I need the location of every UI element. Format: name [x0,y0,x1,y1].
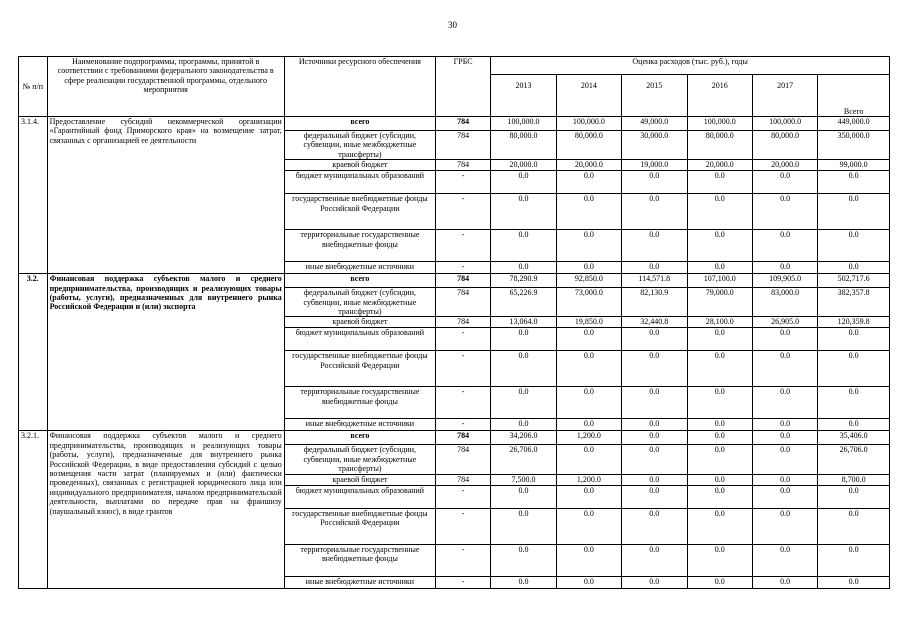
source-cell: государственные внебюджетные фонды Российской Федерации [284,508,435,544]
total-cell: 0.0 [818,387,890,419]
value-cell: 0.0 [752,508,817,544]
source-cell: краевой бюджет [284,474,435,485]
header-year: 2017 [752,75,817,117]
value-cell: 0.0 [687,387,752,419]
value-cell: 80,000.0 [752,131,817,160]
header-year: 2016 [687,75,752,117]
value-cell: 0.0 [687,431,752,445]
section-number: 3.1.4. [19,117,48,274]
page-number: 30 [448,20,457,30]
value-cell: 34,206.0 [491,431,556,445]
header-grbs: ГРБС [436,57,491,117]
source-cell: всего [284,431,435,445]
value-cell: 28,100.0 [687,317,752,328]
value-cell: 19,850.0 [556,317,621,328]
value-cell: 0.0 [556,419,621,431]
value-cell: 79,000.0 [687,288,752,317]
header-year: 2013 [491,75,556,117]
value-cell: 0.0 [622,419,687,431]
value-cell: 26,905.0 [752,317,817,328]
source-cell: бюджет муниципальных образований [284,171,435,194]
value-cell: 0.0 [556,485,621,508]
value-cell: 20,000.0 [556,160,621,171]
header-year: 2015 [622,75,687,117]
value-cell: 0.0 [556,576,621,588]
source-cell: территориальные государственные внебюджетные фонды [284,387,435,419]
grbs-cell: 784 [436,131,491,160]
value-cell: 0.0 [491,419,556,431]
grbs-cell: - [436,508,491,544]
grbs-cell: - [436,328,491,351]
value-cell: 0.0 [622,171,687,194]
value-cell: 0.0 [622,351,687,387]
value-cell: 0.0 [622,230,687,262]
grbs-cell: - [436,194,491,230]
value-cell: 100,000.0 [491,117,556,131]
header-program-name: Наименование подпрограммы, программы, принятой в соответствии с требованиями федерального законодательства в сфере реализации государственной программы, отдельного мероприятия [47,57,284,117]
value-cell: 0.0 [622,328,687,351]
grbs-cell: - [436,576,491,588]
value-cell: 0.0 [687,544,752,576]
value-cell: 100,000.0 [752,117,817,131]
value-cell: 0.0 [491,351,556,387]
total-cell: 8,700.0 [818,474,890,485]
value-cell: 0.0 [752,194,817,230]
value-cell: 0.0 [752,262,817,274]
grbs-cell: 784 [436,474,491,485]
value-cell: 0.0 [687,576,752,588]
value-cell: 0.0 [491,544,556,576]
grbs-cell: 784 [436,317,491,328]
total-cell: 0.0 [818,576,890,588]
section-number: 3.2.1. [19,431,48,588]
grbs-cell: 784 [436,431,491,445]
header-number: № п/п [19,57,48,117]
value-cell: 0.0 [622,431,687,445]
value-cell: 0.0 [622,485,687,508]
budget-table [18,56,890,589]
source-cell: краевой бюджет [284,317,435,328]
value-cell: 0.0 [687,445,752,474]
value-cell: 0.0 [622,194,687,230]
section-name: Предоставление субсидий некоммерческой организации «Гарантийный фонд Приморского края» на возмещение затрат, связанных с организацией ее деятельности [47,117,284,274]
grbs-cell: 784 [436,160,491,171]
source-cell: территориальные государственные внебюджетные фонды [284,230,435,262]
value-cell: 13,064.0 [491,317,556,328]
total-cell: 0.0 [818,171,890,194]
header-total: Всего [818,75,890,117]
source-cell: федеральный бюджет (субсидии, субвенции, иные межбюджетные трансферты) [284,288,435,317]
value-cell: 7,500.0 [491,474,556,485]
value-cell: 83,000.0 [752,288,817,317]
value-cell: 100,000.0 [556,117,621,131]
value-cell: 100,000.0 [687,117,752,131]
value-cell: 0.0 [687,474,752,485]
section-name: Финансовая поддержка субъектов малого и среднего предпринимательства, производящих и реализующих товары (работы, услуги), предназначенных для внутреннего рынка Российской Федерации и (или) экспорта [47,274,284,431]
source-cell: государственные внебюджетные фонды Российской Федерации [284,194,435,230]
value-cell: 107,100.0 [687,274,752,288]
value-cell: 0.0 [491,328,556,351]
grbs-cell: - [436,544,491,576]
value-cell: 0.0 [752,576,817,588]
total-cell: 382,357.8 [818,288,890,317]
value-cell: 1,200.0 [556,431,621,445]
value-cell: 0.0 [556,445,621,474]
value-cell: 73,000.0 [556,288,621,317]
source-cell: иные внебюджетные источники [284,419,435,431]
total-cell: 120,359.8 [818,317,890,328]
grbs-cell: - [436,171,491,194]
source-cell: бюджет муниципальных образований [284,485,435,508]
value-cell: 0.0 [622,474,687,485]
value-cell: 78,290.9 [491,274,556,288]
value-cell: 0.0 [622,544,687,576]
value-cell: 0.0 [752,431,817,445]
grbs-cell: - [436,419,491,431]
value-cell: 0.0 [622,262,687,274]
total-cell: 0.0 [818,544,890,576]
source-cell: краевой бюджет [284,160,435,171]
grbs-cell: - [436,485,491,508]
total-cell: 0.0 [818,508,890,544]
value-cell: 0.0 [752,328,817,351]
value-cell: 114,571.8 [622,274,687,288]
grbs-cell: 784 [436,274,491,288]
value-cell: 0.0 [752,171,817,194]
grbs-cell: 784 [436,445,491,474]
total-cell: 99,000.0 [818,160,890,171]
value-cell: 82,130.9 [622,288,687,317]
value-cell: 20,000.0 [752,160,817,171]
value-cell: 0.0 [556,351,621,387]
grbs-cell: 784 [436,288,491,317]
value-cell: 0.0 [556,262,621,274]
value-cell: 0.0 [556,171,621,194]
total-cell: 26,706.0 [818,445,890,474]
source-cell: всего [284,117,435,131]
value-cell: 20,000.0 [491,160,556,171]
value-cell: 0.0 [752,230,817,262]
value-cell: 0.0 [556,508,621,544]
grbs-cell: 784 [436,117,491,131]
section-number: 3.2. [19,274,48,431]
total-cell: 0.0 [818,351,890,387]
value-cell: 0.0 [622,508,687,544]
source-cell: федеральный бюджет (субсидии, субвенции, иные межбюджетные трансферты) [284,445,435,474]
value-cell: 0.0 [687,194,752,230]
header-source: Источники ресурсного обеспечения [284,57,435,117]
value-cell: 80,000.0 [491,131,556,160]
value-cell: 0.0 [556,544,621,576]
value-cell: 0.0 [491,194,556,230]
value-cell: 0.0 [622,387,687,419]
total-cell: 0.0 [818,485,890,508]
value-cell: 0.0 [752,544,817,576]
table-header-row [19,57,890,75]
value-cell: 80,000.0 [556,131,621,160]
value-cell: 0.0 [687,230,752,262]
value-cell: 0.0 [687,171,752,194]
table-row [19,431,890,445]
value-cell: 0.0 [622,576,687,588]
value-cell: 0.0 [687,328,752,351]
source-cell: государственные внебюджетные фонды Российской Федерации [284,351,435,387]
value-cell: 20,000.0 [687,160,752,171]
value-cell: 26,706.0 [491,445,556,474]
value-cell: 0.0 [752,445,817,474]
value-cell: 0.0 [752,351,817,387]
value-cell: 109,905.0 [752,274,817,288]
total-cell: 0.0 [818,419,890,431]
total-cell: 35,406.0 [818,431,890,445]
value-cell: 0.0 [687,485,752,508]
value-cell: 0.0 [491,508,556,544]
total-cell: 350,000.0 [818,131,890,160]
source-cell: всего [284,274,435,288]
section-name: Финансовая поддержка субъектов малого и среднего предпринимательства, производящих и реализующих товары (работы, услуги), предназначенные для внутреннего рынка Российской Федерации, в виде предоставления субсидий с целью возмещения части затрат (планируемых и (или) фактически проведенных), связанных с регистрацией юридического лица или индивидуального предпринимателя, началом предпринимательской деятельности, выплатами по передаче прав на франшизу (паушальный взнос), в виде грантов [47,431,284,588]
value-cell: 1,200.0 [556,474,621,485]
value-cell: 0.0 [752,419,817,431]
value-cell: 0.0 [687,508,752,544]
total-cell: 0.0 [818,194,890,230]
total-cell: 449,000.0 [818,117,890,131]
table-row [19,274,890,288]
value-cell: 0.0 [752,387,817,419]
value-cell: 80,000.0 [687,131,752,160]
value-cell: 0.0 [687,262,752,274]
value-cell: 0.0 [556,194,621,230]
grbs-cell: - [436,351,491,387]
value-cell: 19,000.0 [622,160,687,171]
value-cell: 0.0 [556,230,621,262]
value-cell: 0.0 [752,485,817,508]
source-cell: бюджет муниципальных образований [284,328,435,351]
total-cell: 0.0 [818,328,890,351]
table-row [19,117,890,131]
source-cell: иные внебюджетные источники [284,576,435,588]
value-cell: 0.0 [491,230,556,262]
value-cell: 0.0 [687,419,752,431]
header-year: 2014 [556,75,621,117]
value-cell: 32,440.8 [622,317,687,328]
source-cell: иные внебюджетные источники [284,262,435,274]
value-cell: 0.0 [491,576,556,588]
header-estimate: Оценка расходов (тыс. руб.), годы [491,57,890,75]
total-cell: 502,717.6 [818,274,890,288]
value-cell: 0.0 [491,485,556,508]
source-cell: федеральный бюджет (субсидии, субвенции, иные межбюджетные трансферты) [284,131,435,160]
value-cell: 0.0 [491,387,556,419]
value-cell: 30,000.0 [622,131,687,160]
grbs-cell: - [436,387,491,419]
value-cell: 92,850.0 [556,274,621,288]
value-cell: 0.0 [752,474,817,485]
total-cell: 0.0 [818,230,890,262]
total-cell: 0.0 [818,262,890,274]
grbs-cell: - [436,230,491,262]
value-cell: 0.0 [491,262,556,274]
value-cell: 65,226.9 [491,288,556,317]
source-cell: территориальные государственные внебюджетные фонды [284,544,435,576]
value-cell: 0.0 [622,445,687,474]
value-cell: 0.0 [491,171,556,194]
value-cell: 0.0 [556,328,621,351]
value-cell: 0.0 [687,351,752,387]
value-cell: 49,000.0 [622,117,687,131]
grbs-cell: - [436,262,491,274]
value-cell: 0.0 [556,387,621,419]
